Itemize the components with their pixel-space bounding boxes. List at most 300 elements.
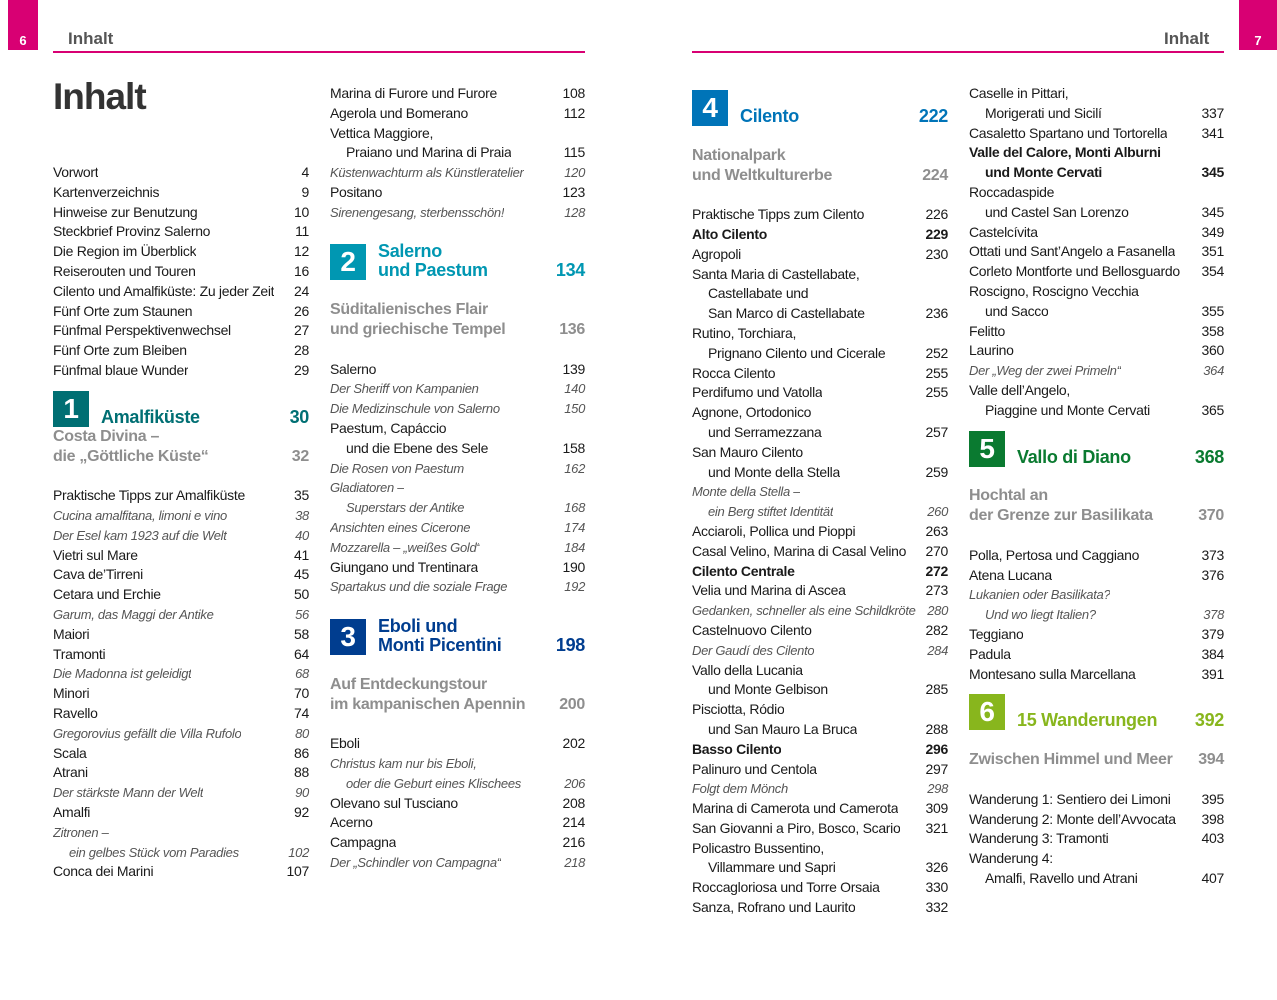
toc-entry-page: 29	[294, 361, 309, 378]
header-rule-right	[692, 51, 1224, 53]
toc-entry-page: 214	[562, 814, 585, 831]
toc-entry-page: 4	[301, 164, 309, 180]
toc-entry	[969, 546, 1224, 566]
toc-entry	[53, 724, 309, 744]
spacer	[330, 340, 585, 360]
section-subtitle-page: 394	[1198, 751, 1224, 769]
toc-entry-title: Der stärkste Mann der Welt	[53, 785, 204, 801]
section-subtitle-line: Auf Entdeckungstour	[330, 675, 487, 693]
toc-entry-page: 11	[295, 223, 309, 240]
section-subtitle-page: 136	[559, 320, 585, 338]
toc-entry	[969, 605, 1224, 625]
chapter-title	[366, 242, 556, 280]
toc-entry	[969, 829, 1224, 849]
toc-entry-page: 64	[294, 645, 309, 662]
toc-entry-page: 263	[925, 522, 948, 539]
toc-entry-title: Casaletto Spartano und Tortorella	[969, 124, 1168, 141]
toc-entry-title: Die Medizinschule von Salerno	[330, 401, 500, 417]
toc-entry-page: 16	[294, 262, 309, 279]
toc-entry-title: Eboli	[330, 735, 360, 752]
toc-entry	[692, 581, 948, 601]
toc-entry-page: 345	[1201, 203, 1224, 220]
toc-entry-page: 35	[294, 487, 309, 504]
toc-entry-title: Prignano Cilento und Cicerale	[708, 344, 886, 361]
toc-entry	[969, 183, 1224, 203]
toc-entry-title: Wanderung 4:	[969, 850, 1053, 867]
toc-entry-title: und Monte della Stella	[708, 463, 840, 480]
toc-column-3	[692, 80, 948, 918]
section-subtitle-text	[53, 427, 209, 467]
chapter-number-box: 2	[330, 244, 366, 280]
toc-entry-title: Der Sheriff von Kampanien	[330, 381, 479, 397]
toc-entry-page: 10	[294, 203, 309, 220]
toc-entry	[330, 577, 585, 597]
toc-entry-page: 168	[564, 500, 585, 516]
toc-entry-title: Zitronen –	[53, 824, 109, 840]
toc-entry-title: Fünf Orte zum Bleiben	[53, 342, 187, 359]
chapter-number-box: 4	[692, 90, 728, 126]
toc-entry-title: Gedanken, schneller als eine Schildkröte	[692, 603, 916, 619]
toc-entry-title: Laurino	[969, 342, 1014, 359]
toc-entry-title: ein gelbes Stück vom Paradies	[69, 844, 239, 860]
toc-entry-page: 41	[294, 546, 309, 563]
toc-entry-page: 115	[563, 144, 585, 161]
chapter-number-box: 1	[53, 391, 89, 427]
toc-entry	[53, 823, 309, 843]
toc-entry	[969, 341, 1224, 361]
section-subtitle-line: im kampanischen Apennin	[330, 695, 526, 713]
header-rule-left	[53, 51, 585, 53]
section-subtitle-page: 370	[1198, 507, 1224, 525]
toc-entry-title: Atrani	[53, 764, 88, 781]
toc-entry-title: Lukanien oder Basilikata?	[969, 587, 1111, 603]
toc-entry-title: Der „Schindler von Campagna“	[330, 854, 501, 870]
toc-entry-page: 297	[925, 760, 948, 777]
chapter-title	[366, 617, 556, 655]
spacer	[692, 126, 948, 146]
toc-entry	[53, 684, 309, 704]
toc-entry-title: Fünfmal blaue Wunder	[53, 361, 189, 378]
toc-entry-title: Superstars der Antike	[346, 500, 465, 516]
toc-entry	[969, 790, 1224, 810]
toc-entry	[692, 265, 948, 285]
toc-entry-title: Ansichten eines Cicerone	[330, 519, 471, 535]
spacer	[330, 655, 585, 675]
toc-entry-title: Cetara und Erchie	[53, 586, 161, 603]
chapter-title-line: Vallo di Diano	[1017, 446, 1131, 467]
spacer	[969, 526, 1224, 546]
toc-entry-page: 12	[294, 243, 309, 260]
toc-entry-page: 26	[294, 302, 309, 319]
toc-entry-page: 88	[294, 764, 309, 781]
toc-entry-title: Acerno	[330, 814, 373, 831]
toc-entry-title: Hinweise zur Benutzung	[53, 203, 198, 220]
toc-entry-page: 270	[925, 542, 948, 559]
section-subtitle-line: Zwischen Himmel und Meer	[969, 751, 1173, 769]
chapter-page: 368	[1194, 446, 1224, 467]
toc-entry-page: 236	[925, 305, 948, 322]
toc-entry	[969, 322, 1224, 342]
toc-entry-title: Die Region im Überblick	[53, 243, 197, 260]
toc-entry-page: 378	[1203, 607, 1224, 623]
toc-entry	[330, 518, 585, 538]
toc-entry	[692, 284, 948, 304]
toc-entry-page: 273	[925, 582, 948, 599]
toc-entry-page: 379	[1201, 625, 1224, 642]
toc-entry-page: 284	[927, 642, 948, 658]
toc-entry	[692, 443, 948, 463]
toc-entry-title: Campagna	[330, 834, 397, 851]
toc-entry-title: Castelcívita	[969, 223, 1038, 240]
toc-entry	[969, 381, 1224, 401]
toc-entry-title: Villammare und Sapri	[708, 859, 836, 876]
toc-entry-page: 296	[925, 740, 948, 757]
toc-entry-page: 68	[295, 666, 309, 682]
chapter-title-line: 15 Wanderungen	[1017, 710, 1158, 731]
toc-entry	[53, 282, 309, 302]
toc-entry	[53, 302, 309, 322]
toc-entry-page: 272	[925, 562, 948, 579]
toc-entry-page: 184	[564, 539, 585, 555]
toc-entry-title: Wanderung 1: Sentiero dei Limoni	[969, 790, 1171, 807]
toc-entry-page: 202	[562, 735, 585, 752]
toc-entry	[692, 760, 948, 780]
toc-entry-title: Steckbrief Provinz Salerno	[53, 223, 211, 240]
toc-entry	[692, 205, 948, 225]
toc-entry-title: Agnone, Ortodonico	[692, 404, 812, 421]
toc-entry-title: Garum, das Maggi der Antike	[53, 606, 214, 622]
toc-entry-page: 140	[564, 381, 585, 397]
toc-entry-page: 321	[925, 819, 948, 836]
toc-entry-title: Castelnuovo Cilento	[692, 621, 812, 638]
toc-entry-page: 349	[1201, 223, 1224, 240]
section-subtitle	[330, 675, 585, 715]
toc-entry	[692, 740, 948, 760]
toc-entry-page: 80	[295, 725, 309, 741]
page-number-right: 7	[1239, 0, 1277, 50]
toc-entry-title: Roccagloriosa und Torre Orsaia	[692, 879, 880, 896]
toc-entry-page: 351	[1201, 243, 1224, 260]
section-subtitle-line: Hochtal an	[969, 487, 1048, 505]
toc-entry-page: 255	[925, 384, 948, 401]
toc-entry-title: Roccadaspide	[969, 183, 1055, 200]
toc-entry-page: 288	[925, 720, 948, 737]
toc-entry-title: Die Rosen von Paestum	[330, 460, 464, 476]
chapter-page: 30	[289, 406, 309, 427]
chapter-title	[728, 107, 919, 126]
toc-entry-page: 355	[1201, 302, 1224, 319]
toc-entry	[330, 813, 585, 833]
toc-entry-page: 403	[1201, 830, 1224, 847]
toc-entry	[692, 225, 948, 245]
toc-entry-title: Agerola und Bomerano	[330, 104, 468, 121]
toc-entry-page: 92	[294, 803, 309, 820]
toc-entry	[692, 364, 948, 384]
toc-entry-title: Cilento Centrale	[692, 562, 795, 579]
toc-entry-page: 74	[294, 704, 309, 721]
toc-entry	[692, 700, 948, 720]
toc-entry	[53, 744, 309, 764]
toc-entry-title: Vallo della Lucania	[692, 661, 803, 678]
toc-entry-page: 285	[925, 681, 948, 698]
chapter-page: 134	[555, 260, 585, 281]
toc-entry-page: 120	[564, 165, 585, 181]
toc-entry	[53, 506, 309, 526]
toc-entry-title: Palinuro und Centola	[692, 760, 817, 777]
chapter-number-box: 5	[969, 431, 1005, 467]
toc-entry	[53, 526, 309, 546]
toc-entry-title: Polla, Pertosa und Caggiano	[969, 546, 1140, 563]
toc-entry	[692, 819, 948, 839]
section-subtitle	[969, 750, 1224, 770]
toc-entry	[969, 361, 1224, 381]
section-subtitle-line: und Weltkulturerbe	[692, 166, 833, 184]
toc-entry	[53, 163, 309, 183]
toc-entry-page: 255	[925, 364, 948, 381]
spacer	[330, 223, 585, 243]
toc-entry	[330, 853, 585, 873]
toc-entry-page: 345	[1201, 164, 1224, 181]
toc-entry-title: Küstenwachturm als Künstleratelier	[330, 165, 524, 181]
page-title: Inhalt	[53, 76, 146, 117]
chapter-heading	[330, 617, 585, 655]
toc-entry	[330, 459, 585, 479]
toc-entry-page: 326	[925, 859, 948, 876]
toc-entry-title: und Castel San Lorenzo	[985, 203, 1129, 220]
toc-entry-title: und die Ebene des Sele	[346, 439, 489, 456]
toc-entry-page: 9	[301, 183, 309, 200]
toc-entry	[692, 522, 948, 542]
toc-entry	[692, 245, 948, 265]
toc-entry-page: 358	[1201, 322, 1224, 339]
toc-entry-title: Velia und Marina di Ascea	[692, 582, 846, 599]
toc-entry-page: 252	[925, 344, 948, 361]
toc-entry-title: Caselle in Pittari,	[969, 85, 1069, 101]
toc-entry-page: 158	[562, 439, 585, 456]
chapter-title	[89, 408, 290, 427]
toc-entry-page: 107	[286, 863, 309, 880]
toc-entry	[692, 878, 948, 898]
toc-entry-title: Pisciotta, Ródio	[692, 701, 785, 718]
toc-entry	[53, 862, 309, 882]
toc-entry	[53, 486, 309, 506]
toc-entry-title: Cucina amalfitana, limoni e vino	[53, 507, 227, 523]
toc-entry-page: 28	[294, 342, 309, 359]
toc-entry-page: 216	[562, 834, 585, 851]
toc-entry-page: 230	[925, 245, 948, 262]
toc-entry-title: Kartenverzeichnis	[53, 183, 160, 200]
toc-column-4	[969, 84, 1224, 889]
toc-entry	[692, 542, 948, 562]
toc-entry-title: Valle del Calore, Monti Alburni	[969, 144, 1161, 161]
toc-entry-title: Scala	[53, 744, 87, 761]
toc-entry	[330, 754, 585, 774]
toc-entry-page: 90	[295, 785, 309, 801]
toc-entry-page: 56	[295, 606, 309, 622]
toc-entry-title: Policastro Bussentino,	[692, 839, 824, 856]
toc-entry	[53, 704, 309, 724]
toc-entry-title: Maiori	[53, 625, 90, 642]
toc-entry-page: 190	[562, 558, 585, 575]
toc-entry	[692, 720, 948, 740]
toc-entry	[330, 498, 585, 518]
toc-entry	[330, 439, 585, 459]
toc-entry	[53, 203, 309, 223]
toc-entry-title: San Marco di Castellabate	[708, 305, 865, 322]
toc-entry-page: 40	[295, 527, 309, 543]
toc-entry-title: Amalfi	[53, 803, 91, 820]
toc-entry	[330, 163, 585, 183]
section-subtitle-text	[969, 750, 1173, 770]
toc-entry	[692, 799, 948, 819]
toc-entry-page: 309	[925, 800, 948, 817]
toc-entry-title: Mozzarella – „weißes Gold“	[330, 539, 481, 555]
toc-entry	[330, 360, 585, 380]
toc-entry-title: Wanderung 3: Tramonti	[969, 830, 1109, 847]
toc-entry-page: 86	[294, 744, 309, 761]
toc-entry-page: 150	[564, 401, 585, 417]
toc-entry-page: 206	[564, 775, 585, 791]
section-subtitle-text	[692, 146, 832, 186]
toc-entry-page: 257	[925, 423, 948, 440]
chapter-heading	[969, 684, 1224, 730]
toc-entry-title: Salerno	[330, 360, 377, 377]
toc-entry-page: 50	[294, 586, 309, 603]
toc-entry	[692, 601, 948, 621]
toc-entry-page: 208	[562, 794, 585, 811]
toc-entry-title: Morigerati und Sicilí	[985, 104, 1102, 121]
toc-entry	[969, 84, 1224, 104]
toc-entry-page: 123	[562, 183, 585, 200]
toc-entry	[969, 849, 1224, 869]
toc-entry	[692, 641, 948, 661]
toc-entry	[53, 625, 309, 645]
toc-entry	[53, 803, 309, 823]
toc-entry-title: Basso Cilento	[692, 740, 782, 757]
section-subtitle-text	[330, 300, 505, 340]
toc-entry	[692, 324, 948, 344]
toc-entry-title: Gregorovius gefällt die Villa Rufolo	[53, 725, 242, 741]
toc-entry	[330, 774, 585, 794]
toc-entry-title: Cava de’Tirreni	[53, 566, 143, 583]
toc-entry-page: 128	[564, 204, 585, 220]
toc-entry-title: Conca dei Marini	[53, 863, 154, 880]
toc-entry-title: Vorwort	[53, 164, 99, 180]
toc-entry	[692, 898, 948, 918]
toc-entry-title: Amalfi, Ravello und Atrani	[985, 869, 1138, 886]
toc-entry	[53, 222, 309, 242]
toc-entry-title: Praktische Tipps zum Cilento	[692, 206, 865, 223]
toc-entry-title: und San Mauro La Bruca	[708, 720, 858, 737]
toc-entry	[692, 423, 948, 443]
spacer	[692, 185, 948, 205]
toc-entry	[330, 833, 585, 853]
toc-column-2	[330, 84, 585, 873]
section-subtitle-page: 224	[922, 166, 948, 184]
spacer	[969, 730, 1224, 750]
toc-entry-title: Der Gaudí des Cilento	[692, 642, 815, 658]
toc-entry-title: Tramonti	[53, 645, 106, 662]
toc-entry-page: 354	[1201, 263, 1224, 280]
spacer	[53, 466, 309, 486]
spacer	[969, 467, 1224, 487]
toc-entry-title: Positano	[330, 183, 383, 200]
chapter-heading	[53, 381, 309, 427]
toc-entry-page: 280	[927, 603, 948, 619]
toc-entry-title: Vietri sul Mare	[53, 546, 138, 563]
section-subtitle	[330, 300, 585, 340]
section-subtitle-text	[969, 486, 1153, 526]
toc-entry-page: 298	[927, 781, 948, 797]
toc-entry	[692, 304, 948, 324]
toc-entry	[692, 502, 948, 522]
toc-entry-page: 38	[295, 507, 309, 523]
toc-entry-title: Fünfmal Perspektivenwechsel	[53, 322, 231, 339]
toc-entry-title: Sirenengesang, sterbensschön!	[330, 204, 505, 220]
toc-entry	[969, 810, 1224, 830]
toc-entry-page: 139	[562, 360, 585, 377]
toc-entry-title: ein Berg stiftet Identität	[708, 504, 834, 520]
toc-entry	[692, 383, 948, 403]
toc-entry-page: 360	[1201, 342, 1224, 359]
toc-entry-page: 218	[564, 854, 585, 870]
toc-entry-title: Minori	[53, 685, 90, 702]
toc-entry-title: Padula	[969, 645, 1011, 662]
toc-entry-title: Acciaroli, Pollica und Pioppi	[692, 522, 856, 539]
toc-entry-page: 260	[927, 504, 948, 520]
toc-entry-page: 102	[288, 844, 309, 860]
toc-entry-page: 112	[563, 104, 585, 121]
toc-entry	[330, 203, 585, 223]
toc-entry	[53, 361, 309, 381]
toc-entry	[692, 482, 948, 502]
toc-entry	[330, 124, 585, 144]
toc-entry-title: Agropoli	[692, 245, 741, 262]
toc-entry-title: Der Esel kam 1923 auf die Welt	[53, 527, 227, 543]
toc-entry-title: Folgt dem Mönch	[692, 781, 788, 797]
toc-entry-page: 398	[1201, 810, 1224, 827]
toc-entry-page: 330	[925, 879, 948, 896]
toc-entry-title: San Mauro Cilento	[692, 443, 803, 460]
toc-entry-page: 259	[925, 463, 948, 480]
toc-entry	[692, 839, 948, 859]
toc-column-1	[53, 163, 309, 882]
toc-entry	[969, 124, 1224, 144]
toc-entry-page: 373	[1201, 546, 1224, 563]
toc-entry	[969, 401, 1224, 421]
toc-entry-title: oder die Geburt eines Klischees	[346, 775, 521, 791]
toc-entry	[692, 858, 948, 878]
toc-entry	[53, 585, 309, 605]
section-subtitle	[692, 146, 948, 186]
section-subtitle-page: 32	[291, 447, 309, 465]
toc-entry	[53, 605, 309, 625]
toc-entry	[692, 403, 948, 423]
toc-entry	[692, 680, 948, 700]
chapter-title-line: Salerno	[378, 241, 442, 262]
toc-entry-title: Ottati und Sant’Angelo a Fasanella	[969, 243, 1176, 260]
toc-entry-title: Marina di Camerota und Camerota	[692, 800, 899, 817]
toc-entry	[969, 566, 1224, 586]
toc-entry	[53, 242, 309, 262]
toc-entry	[53, 783, 309, 803]
chapter-title-line: Cilento	[740, 106, 799, 126]
toc-entry	[969, 163, 1224, 183]
chapter-heading	[969, 421, 1224, 467]
toc-entry-page: 384	[1201, 645, 1224, 662]
toc-entry	[53, 183, 309, 203]
section-subtitle-line: die „Göttliche Küste“	[53, 447, 209, 465]
